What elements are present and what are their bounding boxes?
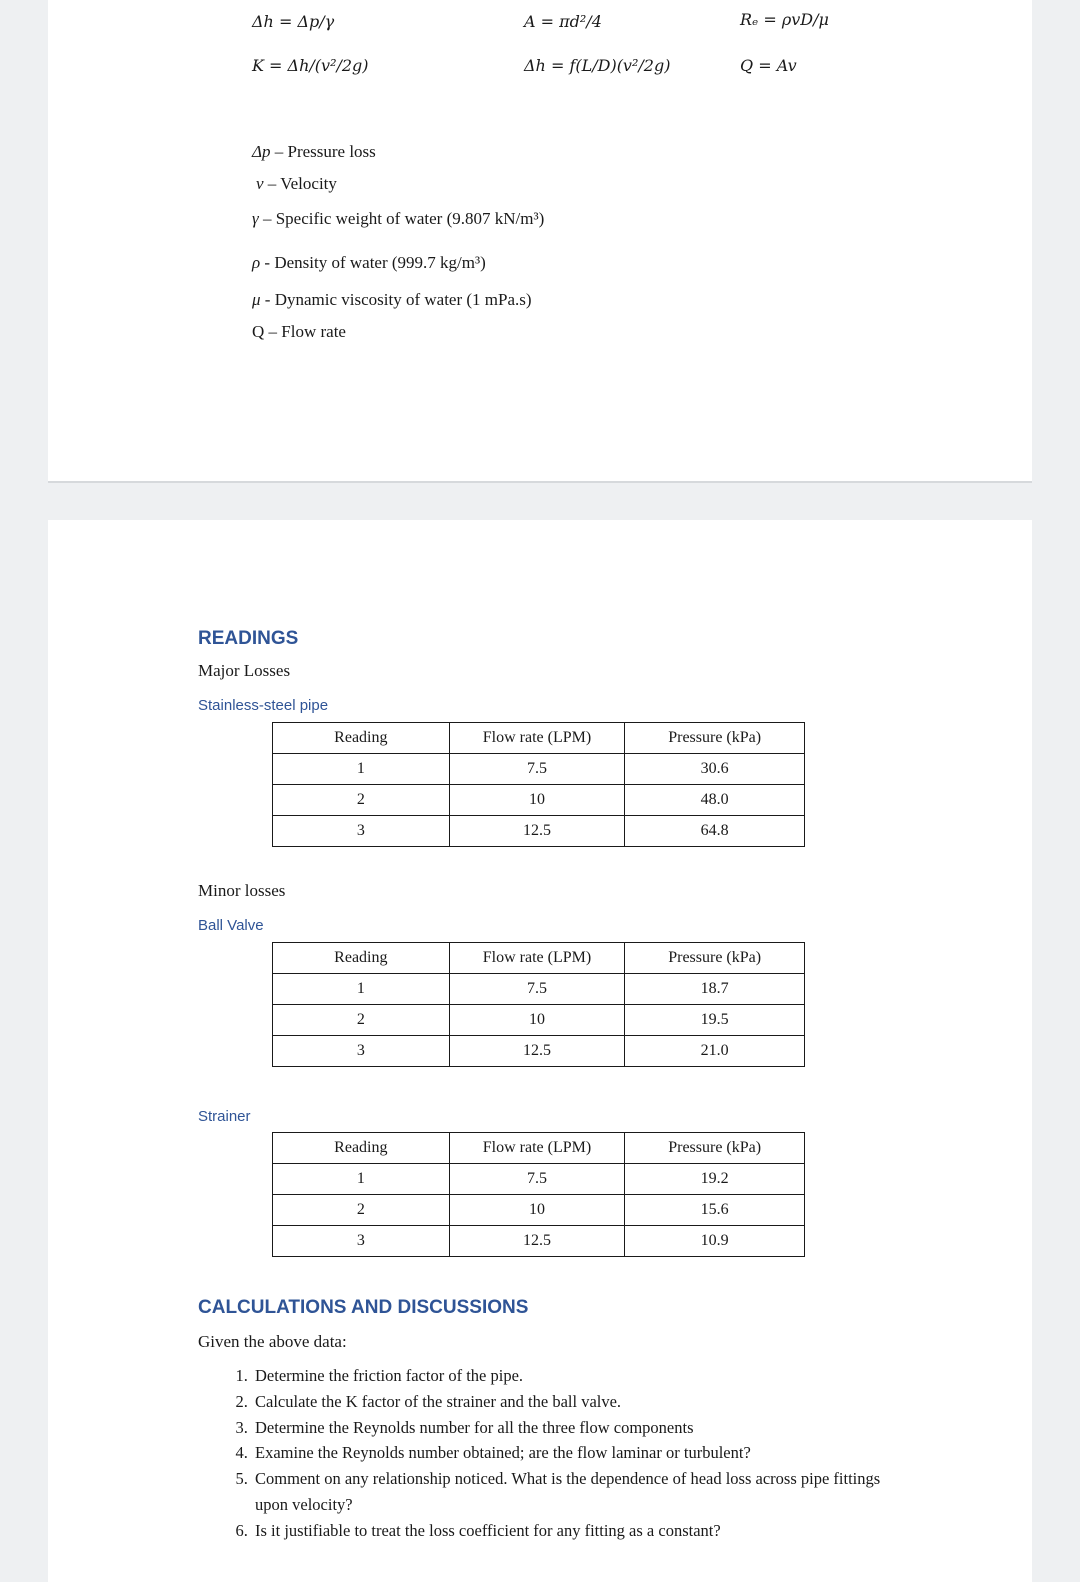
- column-header: Pressure (kPa): [625, 943, 805, 974]
- table-row: [273, 785, 805, 816]
- table-cell: 10: [449, 785, 625, 816]
- table-cell: 2: [273, 785, 450, 816]
- definition-density: ρ - Density of water (999.7 kg/m³): [252, 253, 486, 272]
- definition-specific-weight: γ – Specific weight of water (9.807 kN/m³): [252, 209, 545, 228]
- table-row: [273, 1226, 805, 1257]
- table-cell: 19.5: [625, 1005, 805, 1036]
- table-cell: 18.7: [625, 974, 805, 1005]
- definition-pressure-loss: Δp – Pressure loss: [252, 142, 376, 161]
- list-item: 6. Is it justifiable to treat the loss coefficient for any fitting as a constant?: [252, 1518, 892, 1544]
- column-header: Flow rate (LPM): [449, 1133, 625, 1164]
- list-item: 2. Calculate the K factor of the strainer and the ball valve.: [252, 1389, 892, 1415]
- strainer-title: Strainer: [198, 1108, 251, 1125]
- formula-k-factor: K = Δh/(v²/2g): [252, 56, 369, 75]
- table-header-row: [273, 723, 805, 754]
- list-item: 3. Determine the Reynolds number for all the three flow components: [252, 1415, 892, 1441]
- list-item: 5. Comment on any relationship noticed. What is the dependence of head loss across pipe fittings upon velocity?: [252, 1466, 892, 1518]
- table-cell: 10: [449, 1005, 625, 1036]
- column-header: Flow rate (LPM): [449, 943, 625, 974]
- questions-list: [202, 1363, 892, 1544]
- definition-flow-rate: Q – Flow rate: [252, 322, 346, 341]
- column-header: Reading: [273, 723, 450, 754]
- formula-area: A = πd²/4: [524, 12, 602, 31]
- table-row: [273, 1005, 805, 1036]
- column-header: Reading: [273, 943, 450, 974]
- table-cell: 2: [273, 1005, 450, 1036]
- table-cell: 15.6: [625, 1195, 805, 1226]
- list-item: 1. Determine the friction factor of the pipe.: [252, 1363, 892, 1389]
- table-cell: 10.9: [625, 1226, 805, 1257]
- formula-reynolds: Rₑ = ρvD/μ: [740, 10, 829, 29]
- ball-valve-title: Ball Valve: [198, 917, 264, 934]
- calculations-heading: CALCULATIONS AND DISCUSSIONS: [198, 1297, 529, 1318]
- table-cell: 1: [273, 754, 450, 785]
- table-cell: 12.5: [449, 1226, 625, 1257]
- column-header: Pressure (kPa): [625, 723, 805, 754]
- list-item: 4. Examine the Reynolds number obtained; are the flow laminar or turbulent?: [252, 1440, 892, 1466]
- table-cell: 7.5: [449, 1164, 625, 1195]
- formula-flow: Q = Av: [740, 56, 797, 75]
- table-row: [273, 974, 805, 1005]
- table-cell: 64.8: [625, 816, 805, 847]
- table-row: [273, 1195, 805, 1226]
- stainless-pipe-title: Stainless-steel pipe: [198, 697, 329, 714]
- ball-valve-table: [272, 942, 805, 1067]
- readings-heading: READINGS: [198, 628, 299, 649]
- table-cell: 48.0: [625, 785, 805, 816]
- table-cell: 12.5: [449, 1036, 625, 1067]
- major-losses-title: Major Losses: [198, 661, 291, 680]
- column-header: Flow rate (LPM): [449, 723, 625, 754]
- table-cell: 19.2: [625, 1164, 805, 1195]
- table-cell: 1: [273, 974, 450, 1005]
- minor-losses-title: Minor losses: [198, 881, 286, 900]
- table-row: [273, 1036, 805, 1067]
- table-cell: 3: [273, 1226, 450, 1257]
- table-cell: 7.5: [449, 974, 625, 1005]
- table-cell: 12.5: [449, 816, 625, 847]
- table-cell: 10: [449, 1195, 625, 1226]
- table-cell: 21.0: [625, 1036, 805, 1067]
- definition-velocity: v – Velocity: [256, 174, 337, 193]
- table-cell: 1: [273, 1164, 450, 1195]
- table-header-row: [273, 1133, 805, 1164]
- strainer-table: [272, 1132, 805, 1257]
- table-row: [273, 1164, 805, 1195]
- formula-head-loss: Δh = Δp/γ: [252, 12, 335, 31]
- table-cell: 30.6: [625, 754, 805, 785]
- table-row: [273, 754, 805, 785]
- table-cell: 3: [273, 1036, 450, 1067]
- table-cell: 7.5: [449, 754, 625, 785]
- definition-viscosity: μ - Dynamic viscosity of water (1 mPa.s): [252, 290, 532, 309]
- stainless-table: [272, 722, 805, 847]
- table-row: [273, 816, 805, 847]
- calculations-intro: Given the above data:: [198, 1332, 347, 1351]
- table-cell: 3: [273, 816, 450, 847]
- table-header-row: [273, 943, 805, 974]
- column-header: Reading: [273, 1133, 450, 1164]
- table-cell: 2: [273, 1195, 450, 1226]
- column-header: Pressure (kPa): [625, 1133, 805, 1164]
- formula-darcy: Δh = f(L/D)(v²/2g): [524, 56, 671, 75]
